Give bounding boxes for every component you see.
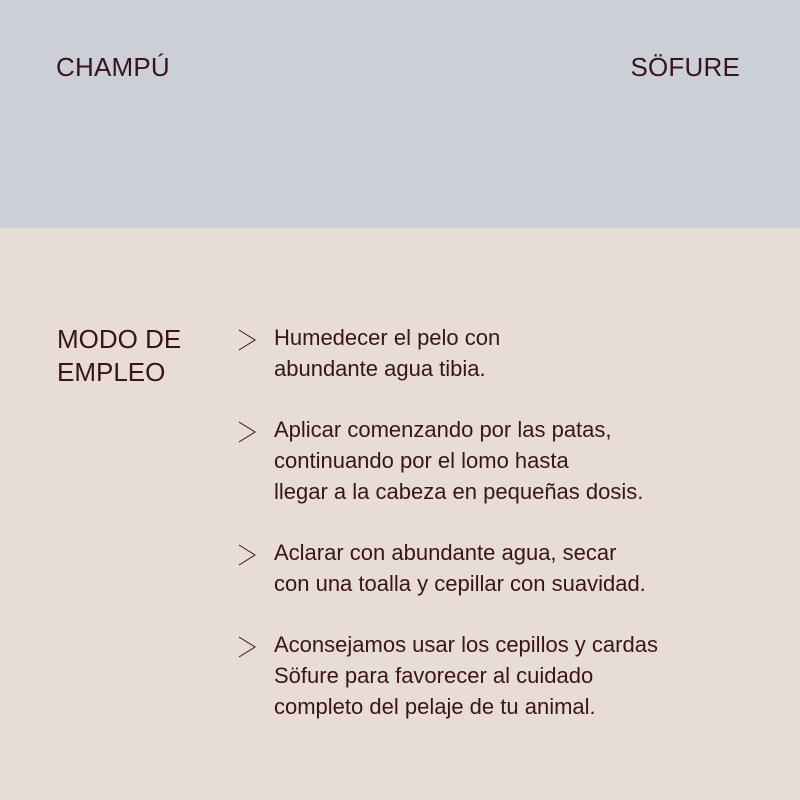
section-title: MODO DE EMPLEO (57, 324, 182, 387)
chevron-right-icon (237, 543, 257, 567)
usage-step (237, 537, 777, 599)
usage-steps-list (237, 322, 777, 752)
chevron-right-icon (237, 328, 257, 352)
brand-name: SÖFURE (630, 52, 740, 82)
product-type-label: CHAMPÚ (56, 52, 170, 82)
chevron-right-icon (237, 420, 257, 444)
usage-step (237, 322, 777, 384)
usage-step (237, 629, 777, 722)
usage-step-text: Aplicar comenzando por las patas, continuando por el lomo hasta llegar a la cabeza en pequeñas dosis. (274, 417, 644, 504)
usage-step-text: Humedecer el pelo con abundante agua tibia. (274, 325, 501, 381)
chevron-right-icon (237, 635, 257, 659)
usage-step-text: Aconsejamos usar los cepillos y cardas Söfure para favorecer al cuidado completo del pelaje de tu animal. (274, 632, 658, 719)
header-panel (0, 0, 800, 228)
usage-step-text: Aclarar con abundante agua, secar con una toalla y cepillar con suavidad. (274, 540, 646, 596)
usage-step (237, 414, 777, 507)
